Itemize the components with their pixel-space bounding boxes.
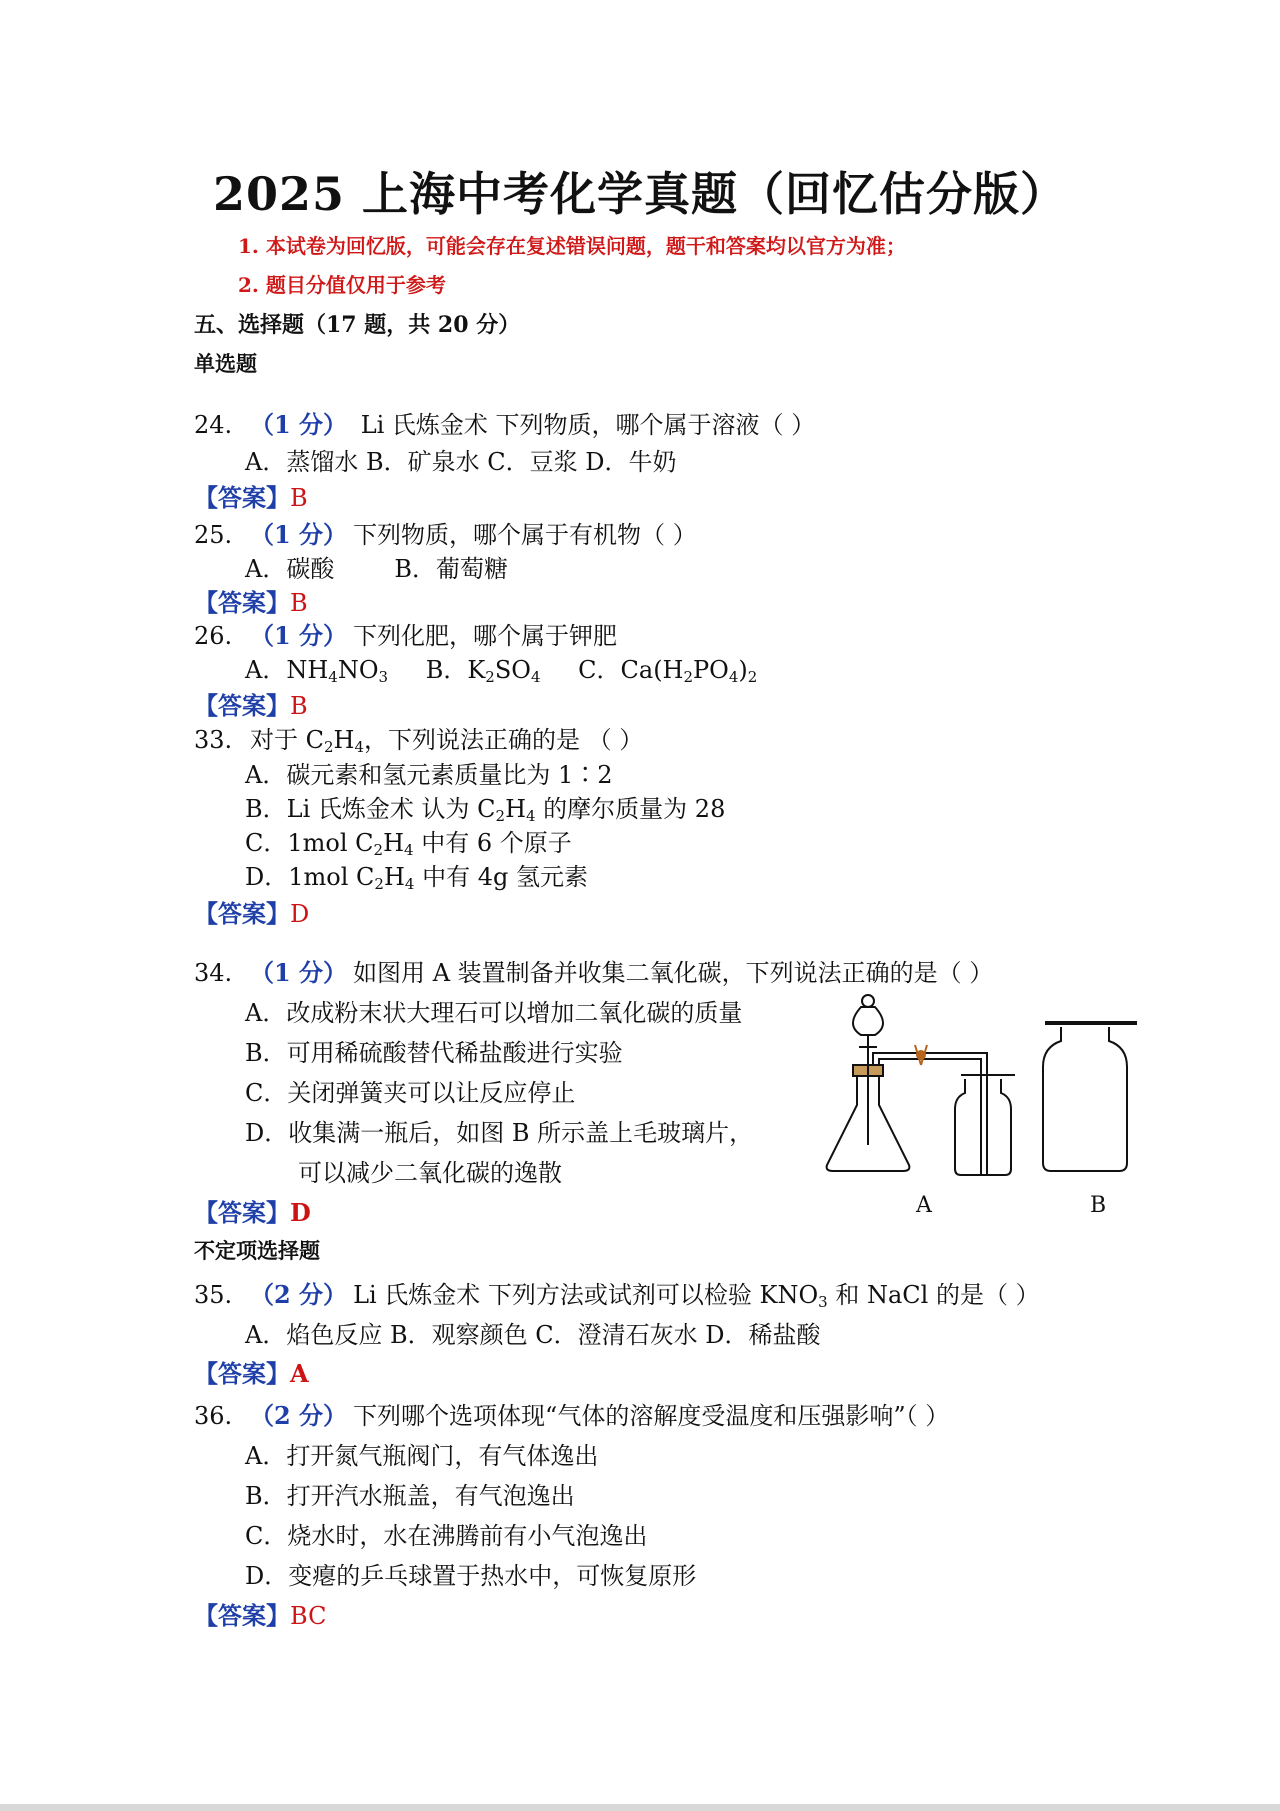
- collecting-bottle-a: [955, 1079, 1011, 1175]
- question-33: 33. 对于 $C_2H_4$，下列说法正确的是 （ ）: [194, 726, 644, 756]
- question-24-options: A．蒸馏水 B．矿泉水 C．豆浆 D．牛奶: [245, 448, 677, 476]
- figure-label-a: A: [916, 1193, 932, 1218]
- answer-24: 【答案】B: [194, 483, 308, 512]
- page-title: 2025 上海中考化学真题（回忆估分版）: [212, 167, 1068, 221]
- question-36: 36. （2 分） 下列哪个选项体现“气体的溶解度受温度和压强影响”（ ）: [194, 1401, 950, 1430]
- question-36-option-d: D．变瘪的乒乓球置于热水中，可恢复原形: [245, 1562, 697, 1590]
- answer-34: 【答案】D: [194, 1198, 311, 1227]
- question-33-option-b: B．Li 氏炼金术 认为 $C_2H_4$ 的摩尔质量为 28: [245, 795, 726, 825]
- answer-35: 【答案】A: [194, 1359, 309, 1388]
- question-36-option-a: A．打开氮气瓶阀门，有气体逸出: [245, 1442, 599, 1470]
- note-1: 1. 本试卷为回忆版，可能会存在复述错误问题，题干和答案均以官方为准；: [238, 234, 906, 258]
- multi-choice-label: 不定项选择题: [194, 1238, 320, 1263]
- section-title: 五、选择题（17 题，共 20 分）: [194, 312, 521, 338]
- note-2: 2. 题目分值仅用于参考: [238, 273, 446, 297]
- answer-25: 【答案】B: [194, 588, 308, 617]
- answer-36: 【答案】BC: [194, 1601, 327, 1630]
- apparatus-figure: [815, 985, 1155, 1180]
- question-36-option-c: C．烧水时，水在沸腾前有小气泡逸出: [245, 1522, 648, 1550]
- question-35: 35. （2 分） Li 氏炼金术 下列方法或试剂可以检验 $KNO_3$ 和 NaCl 的是（ ）: [194, 1280, 1040, 1311]
- question-33-option-c: C．1mol $C_2H_4$ 中有 6 个原子: [245, 829, 572, 859]
- question-34-option-d: D．收集满一瓶后，如图 B 所示盖上毛玻璃片，: [245, 1119, 754, 1147]
- separatory-funnel: [853, 1007, 883, 1035]
- question-36-option-b: B．打开汽水瓶盖，有气泡逸出: [245, 1482, 575, 1510]
- question-25: 25. （1 分） 下列物质，哪个属于有机物（ ）: [194, 520, 697, 549]
- question-34-option-d-cont: 可以减少二氧化碳的逸散: [298, 1159, 562, 1187]
- question-33-option-a: A．碳元素和氢元素质量比为 1∶2: [245, 761, 613, 789]
- collecting-bottle-b: [1043, 1027, 1127, 1171]
- question-25-options: A．碳酸 B．葡萄糖: [245, 555, 508, 583]
- figure-label-b: B: [1090, 1193, 1107, 1218]
- answer-26: 【答案】B: [194, 691, 308, 720]
- question-26: 26. （1 分） 下列化肥，哪个属于钾肥: [194, 621, 618, 650]
- question-34-option-c: C．关闭弹簧夹可以让反应停止: [245, 1079, 576, 1107]
- delivery-tube: [873, 1053, 987, 1175]
- question-34-option-b: B．可用稀硫酸替代稀盐酸进行实验: [245, 1039, 623, 1067]
- question-35-options: A．焰色反应 B．观察颜色 C．澄清石灰水 D．稀盐酸: [245, 1321, 821, 1349]
- question-34-option-a: A．改成粉末状大理石可以增加二氧化碳的质量: [245, 999, 743, 1027]
- single-choice-label: 单选题: [194, 351, 257, 376]
- question-33-option-d: D．1mol $C_2H_4$ 中有 4g 氢元素: [245, 863, 588, 893]
- question-34: 34. （1 分） 如图用 A 装置制备并收集二氧化碳，下列说法正确的是（ ）: [194, 958, 994, 987]
- bottom-divider: [0, 1804, 1280, 1811]
- answer-33: 【答案】D: [194, 899, 310, 928]
- question-26-options: A．$NH_4NO_3$ B．$K_2SO_4$ C．$Ca(H_2PO_4)_2$: [245, 656, 758, 686]
- question-24: 24. （1 分） Li 氏炼金术 下列物质，哪个属于溶液（ ）: [194, 410, 816, 439]
